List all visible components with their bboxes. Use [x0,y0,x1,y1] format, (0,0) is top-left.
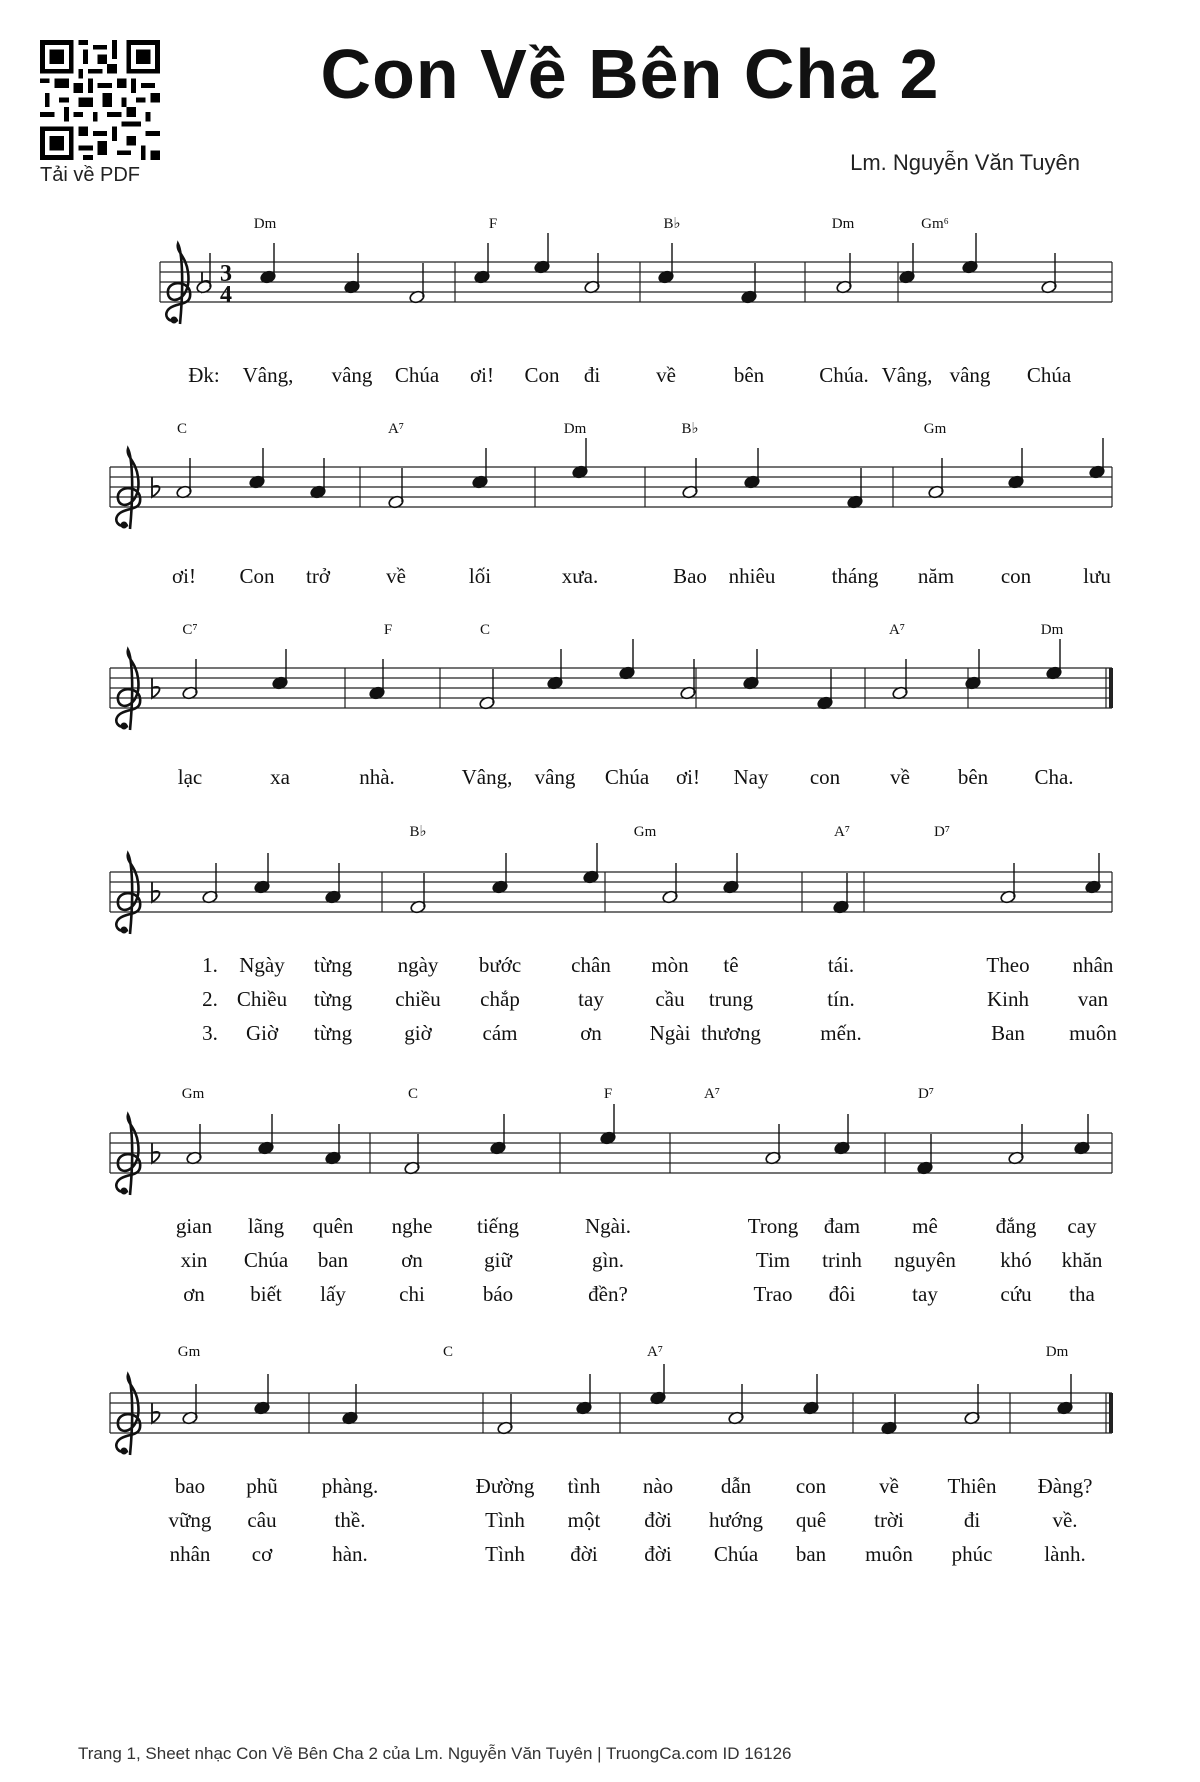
treble-clef-icon [166,244,190,324]
lyric-syllable: đi [583,363,601,387]
lyric-syllable: cơ [251,1542,273,1566]
lyric-syllable: Ngài. [584,1214,632,1238]
chord-symbol: Dm [1040,622,1064,638]
treble-clef-icon [116,449,140,529]
lyric-syllable: Cha. [1034,765,1074,789]
lyric-syllable: ơn [183,1282,205,1306]
chord-symbol: Gm [181,1086,205,1102]
lyric-syllable: Chúa [394,363,440,387]
lyric-syllable: 2. [202,987,218,1011]
clef-tail [121,1448,128,1455]
lyric-syllable: đam [823,1214,861,1238]
chord-symbol: Gm [923,421,947,437]
chord-symbol: A⁷ [703,1086,721,1102]
lyric-syllable: Kinh [987,987,1029,1011]
chord-symbol: C [407,1086,419,1102]
lyric-syllable: Theo [986,953,1030,977]
lyric-syllable: chân [571,953,611,977]
lyric-syllable: nhân [1072,953,1114,977]
lyric-syllable: Giờ [245,1021,279,1045]
time-signature-top: 3 [220,261,232,287]
lyric-syllable: ngày [397,953,439,977]
lyric-syllable: Chúa [243,1248,289,1272]
lyric-syllable: xin [180,1248,208,1272]
lyric-syllable: Ngày [239,953,285,977]
clef-tail [121,927,128,934]
chord-symbol: C [176,421,188,437]
lyric-syllable: phũ [246,1474,278,1498]
lyric-syllable: báo [482,1282,514,1306]
lyric-syllable: lành. [1044,1542,1086,1566]
lyric-syllable: lãng [247,1214,285,1238]
lyric-syllable: về [879,1474,899,1498]
lyric-syllable: nguyên [894,1248,956,1272]
lyric-syllable: ban [317,1248,349,1272]
lyric-syllable: bên [957,765,989,789]
lyric-syllable: từng [313,987,353,1011]
chord-symbol: F [383,622,393,638]
chord-symbol: A⁷ [387,421,405,437]
chord-symbol: Gm [177,1344,201,1360]
chord-symbol: F [603,1086,613,1102]
chord-symbol: Dm [563,421,587,437]
chord-symbol: C⁷ [182,622,198,638]
lyric-syllable: tê [723,953,739,977]
lyric-syllable: biết [250,1282,282,1306]
lyric-syllable: Thiên [947,1474,997,1498]
staff-system [110,622,1112,789]
lyric-syllable: trời [874,1508,904,1532]
lyric-syllable: phúc [951,1542,993,1566]
treble-clef-icon [116,1375,140,1455]
lyric-syllable: mòn [651,953,689,977]
lyric-syllable: chi [399,1282,425,1306]
lyric-syllable: Con [524,363,560,387]
lyric-syllable: Con [239,564,275,588]
lyric-syllable: Bao [673,564,707,588]
lyric-syllable: từng [313,1021,353,1045]
staff-system [160,216,1112,387]
lyric-syllable: ơn [580,1021,602,1045]
lyric-syllable: 1. [202,953,218,977]
chord-symbol: C [479,622,491,638]
footer: Trang 1, Sheet nhạc Con Về Bên Cha 2 của Lm. Nguyễn Văn Tuyên | TruongCa.com ID 16126 [78,1744,792,1763]
chord-symbol: B♭ [681,421,699,437]
lyric-syllable: ơi! [172,564,196,588]
lyric-syllable: vâng [534,765,576,789]
lyric-syllable: năm [917,564,955,588]
lyric-syllable: ban [795,1542,827,1566]
lyric-syllable: cứu [1000,1282,1032,1306]
chord-symbol: A⁷ [888,622,906,638]
staff-system [110,421,1112,588]
time-signature-bottom: 4 [220,282,232,308]
lyric-syllable: cầu [655,987,685,1011]
lyric-syllable: Tình [485,1508,525,1532]
lyric-syllable: lưu [1083,564,1111,588]
lyric-syllable: giờ [404,1021,432,1045]
lyric-syllable: thề. [334,1508,366,1532]
lyric-syllable: đắng [995,1214,1037,1238]
lyric-syllable: ơi! [470,363,494,387]
lyric-syllable: nhân [169,1542,211,1566]
chord-symbol: D⁷ [917,1086,935,1102]
lyric-syllable: mê [912,1214,938,1238]
lyric-syllable: con [1000,564,1032,588]
lyric-syllable: đời [644,1542,672,1566]
lyric-syllable: trung [708,987,754,1011]
lyric-syllable: khó [1000,1248,1032,1272]
treble-clef-icon [116,854,140,934]
lyric-syllable: tái. [827,953,855,977]
lyric-syllable: dẫn [720,1474,752,1498]
lyric-syllable: nhiêu [728,564,776,588]
lyric-syllable: van [1077,987,1109,1011]
lyric-syllable: đền? [588,1282,628,1306]
lyric-syllable: Chúa. [819,363,869,387]
lyric-syllable: hướng [709,1508,763,1532]
lyric-syllable: Chúa [1026,363,1072,387]
lyric-syllable: Chúa [604,765,650,789]
lyric-syllable: bước [478,953,522,977]
lyric-syllable: Tim [755,1248,791,1272]
lyric-syllable: quên [312,1214,354,1238]
lyric-syllable: tiếng [477,1214,519,1238]
clef-tail [171,317,178,324]
lyric-syllable: đi [963,1508,981,1532]
lyric-syllable: vâng [331,363,373,387]
page-title: Con Về Bên Cha 2 [320,35,940,113]
lyric-syllable: tay [578,987,604,1011]
lyric-syllable: lấy [320,1282,346,1306]
lyric-syllable: tín. [827,987,855,1011]
lyric-syllable: về [386,564,406,588]
staff-system [110,824,1117,1045]
lyric-syllable: Đàng? [1037,1474,1093,1498]
lyric-syllable: Ngài [649,1021,691,1045]
lyric-syllable: giữ [484,1248,512,1272]
lyric-syllable: xa [270,765,290,789]
lyric-syllable: về [890,765,910,789]
lyric-syllable: vâng [949,363,991,387]
lyric-syllable: muôn [865,1542,913,1566]
lyric-syllable: Vâng, [242,363,294,387]
chord-symbol: Dm [1045,1344,1069,1360]
chord-symbol: C [442,1344,454,1360]
lyric-syllable: nhà. [359,765,395,789]
lyric-syllable: Trao [753,1282,793,1306]
chord-symbol: F [488,216,498,232]
lyric-syllable: Chúa [713,1542,759,1566]
lyric-syllable: xưa. [561,564,599,588]
lyric-syllable: quê [795,1508,827,1532]
lyric-syllable: đời [570,1542,598,1566]
lyric-syllable: ơi! [676,765,700,789]
chord-symbol: Dm [253,216,277,232]
lyric-syllable: Ban [991,1021,1025,1045]
chord-symbol: A⁷ [646,1344,664,1360]
clef-tail [121,723,128,730]
lyric-syllable: Vâng, [461,765,513,789]
lyric-syllable: chiều [395,987,441,1011]
staff-system [110,1086,1112,1306]
composer: Lm. Nguyễn Văn Tuyên [850,150,1080,175]
lyric-syllable: chắp [480,987,520,1011]
lyric-syllable: tình [567,1474,601,1498]
lyric-syllable: một [567,1508,601,1532]
chord-symbol: Gm⁶ [921,216,949,232]
staff-system [110,1344,1112,1566]
lyric-syllable: thương [701,1021,761,1045]
lyric-syllable: hàn. [332,1542,368,1566]
lyric-syllable: đời [644,1508,672,1532]
lyric-syllable: nghe [391,1214,433,1238]
lyric-syllable: trinh [822,1248,862,1272]
lyric-syllable: con [795,1474,827,1498]
lyric-syllable: tay [912,1282,938,1306]
lyric-syllable: bao [174,1474,206,1498]
lyric-syllable: cay [1067,1214,1097,1238]
treble-clef-icon [116,650,140,730]
lyric-syllable: Vâng, [881,363,933,387]
lyric-syllable: tha [1069,1282,1095,1306]
chord-symbol: D⁷ [933,824,951,840]
lyric-syllable: Chiều [236,987,288,1011]
lyric-syllable: Đường [475,1474,535,1498]
lyric-syllable: về [656,363,676,387]
lyric-syllable: về. [1052,1508,1078,1532]
lyric-syllable: mến. [820,1021,862,1045]
lyric-syllable: gìn. [591,1248,625,1272]
lyric-syllable: đôi [828,1282,856,1306]
clef-tail [121,522,128,529]
download-pdf-label[interactable]: Tải về PDF [40,164,141,186]
chord-symbol: A⁷ [833,824,851,840]
lyric-syllable: Tình [485,1542,525,1566]
clef-tail [121,1188,128,1195]
lyric-syllable: 3. [202,1021,218,1045]
lyric-syllable: gian [175,1214,213,1238]
lyric-syllable: cám [482,1021,518,1045]
lyric-syllable: muôn [1069,1021,1117,1045]
lyric-syllable: con [809,765,841,789]
lyric-syllable: từng [313,953,353,977]
lyric-syllable: câu [247,1508,277,1532]
lyric-syllable: phàng. [321,1474,379,1498]
chord-symbol: Gm [633,824,657,840]
lyric-syllable: khăn [1061,1248,1103,1272]
lyric-syllable: vững [168,1508,212,1532]
lyric-syllable: trở [306,564,330,588]
lyric-syllable: nào [642,1474,674,1498]
chord-symbol: Dm [831,216,855,232]
lyric-syllable: tháng [831,564,879,588]
lyric-syllable: lối [468,564,492,588]
lyric-syllable: Nay [733,765,769,789]
lyric-syllable: ơn [401,1248,423,1272]
chord-symbol: B♭ [663,216,681,232]
lyric-syllable: Đk: [188,363,220,387]
chord-symbol: B♭ [409,824,427,840]
lyric-syllable: Trong [747,1214,799,1238]
treble-clef-icon [116,1115,140,1195]
lyric-syllable: bên [733,363,765,387]
lyric-syllable: lạc [177,765,203,789]
